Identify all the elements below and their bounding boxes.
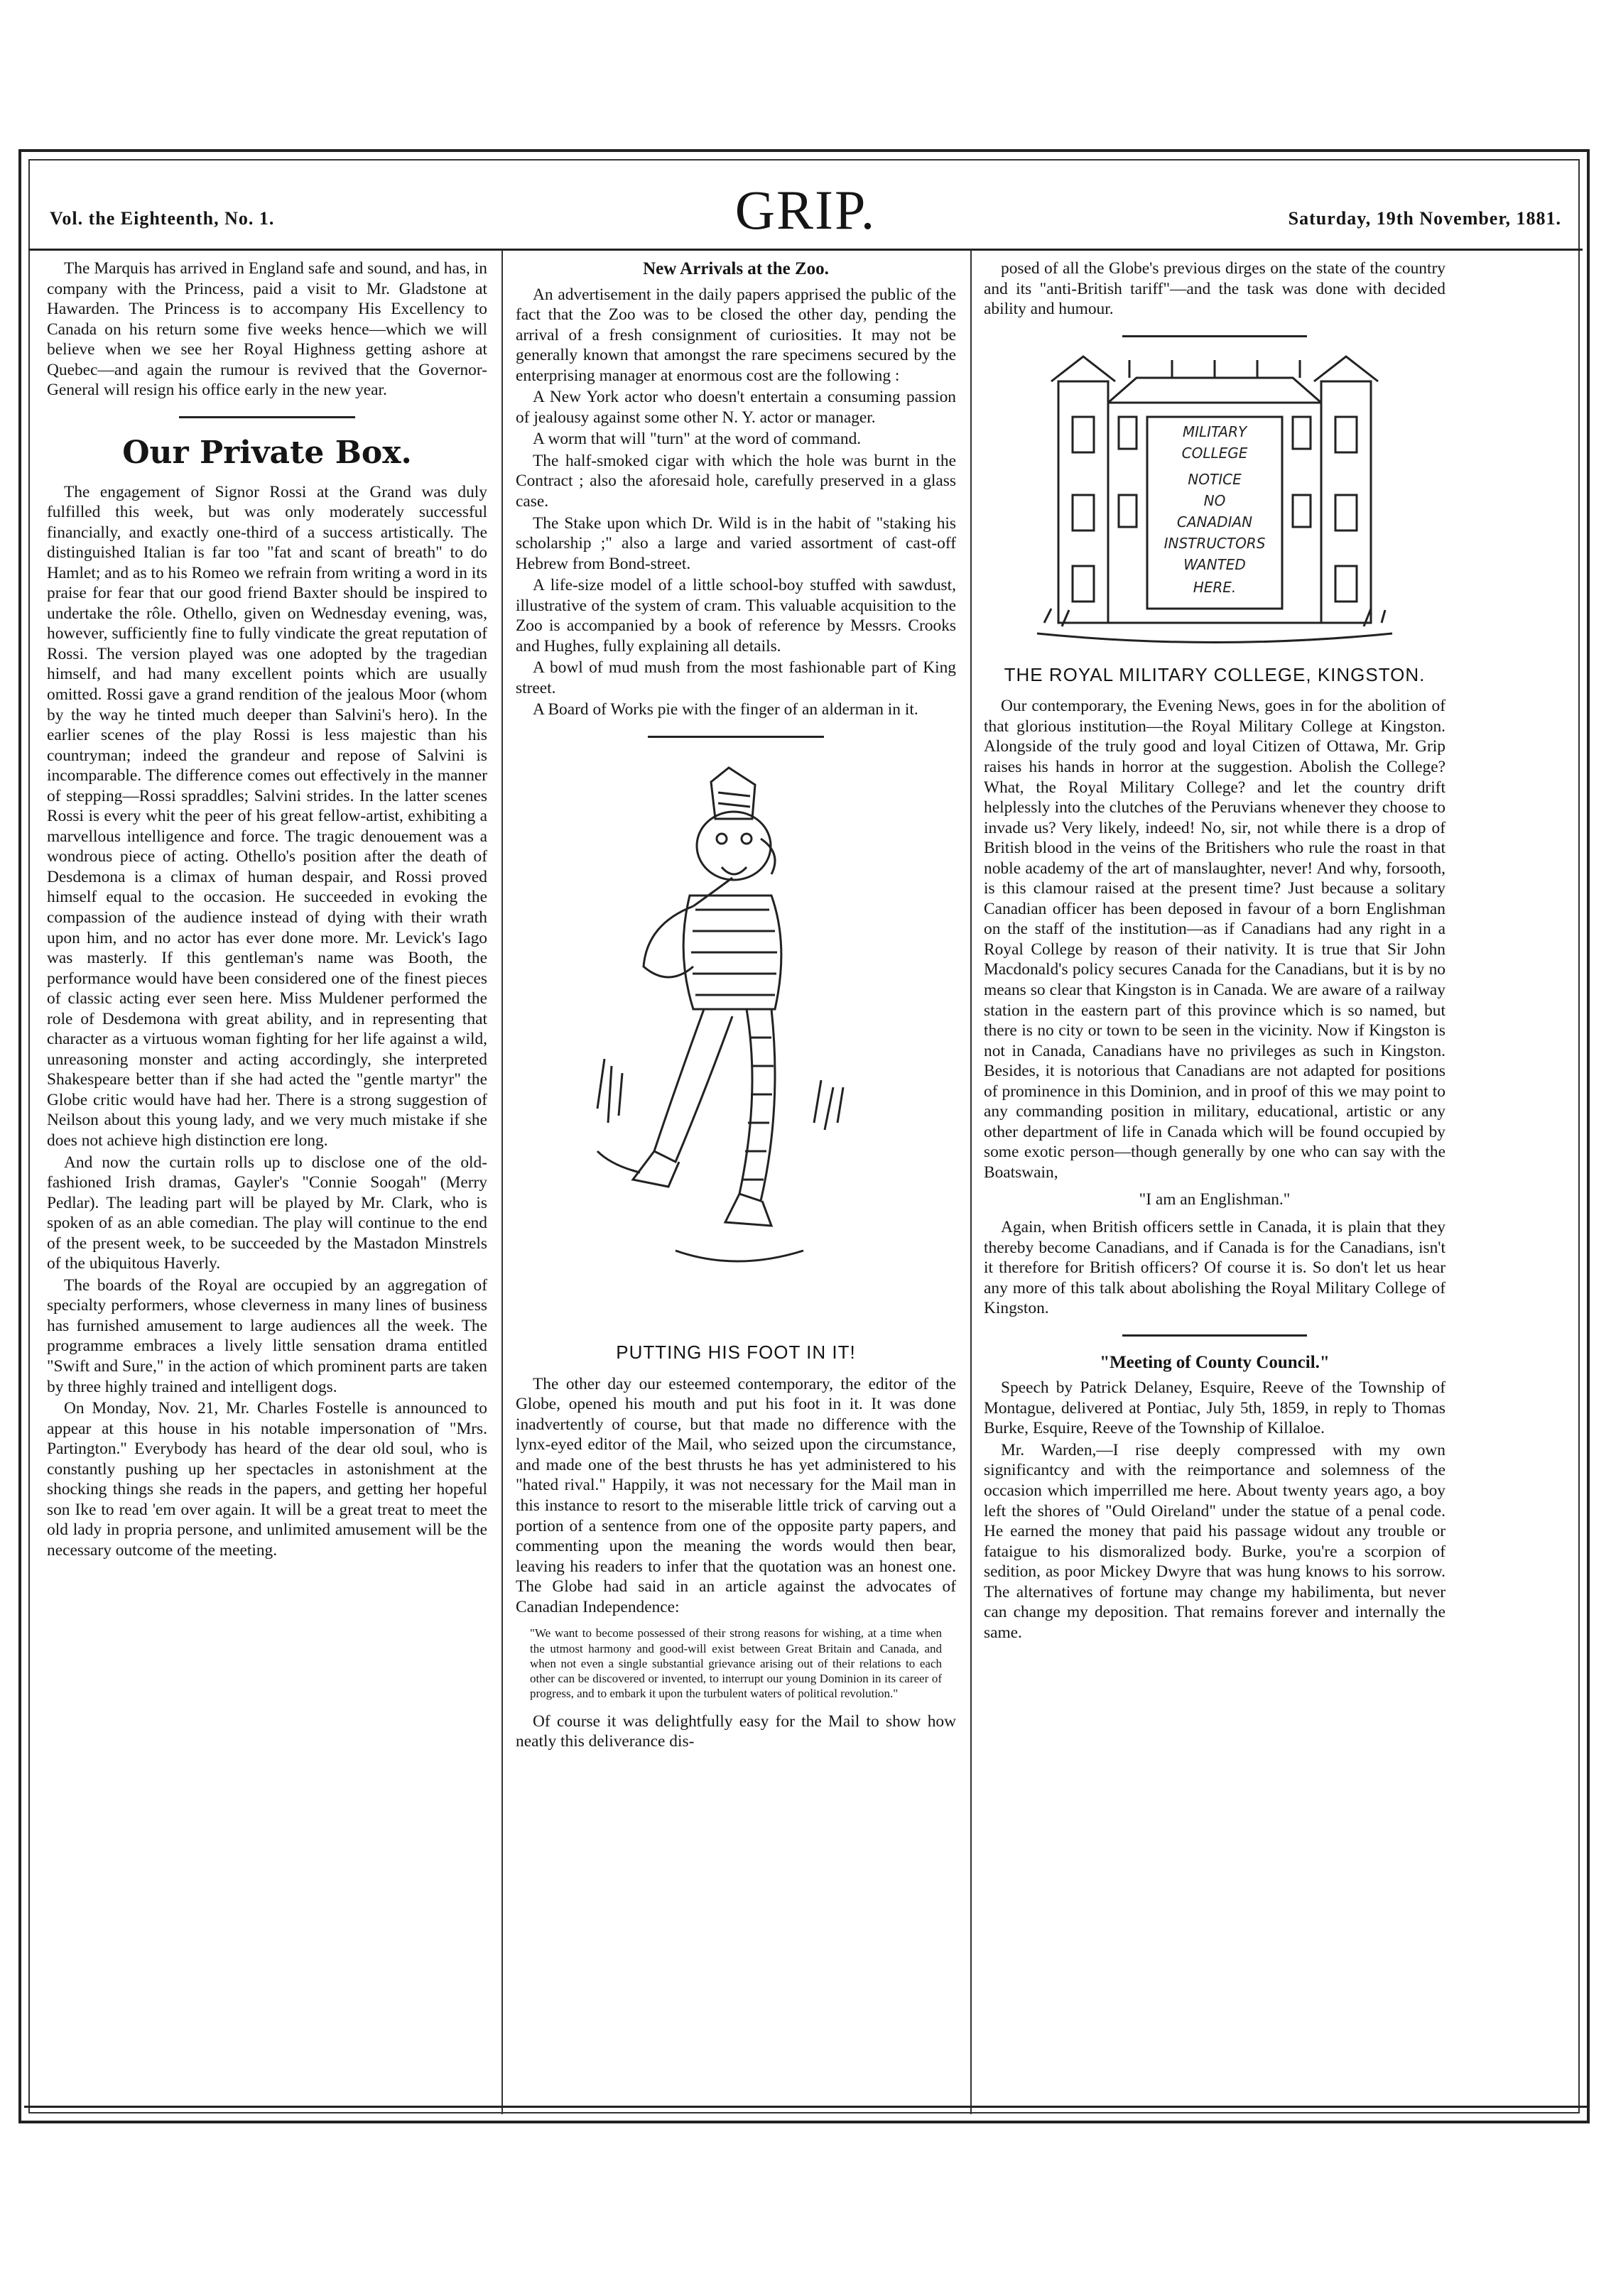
masthead-rule (28, 249, 1583, 251)
bottom-rule (24, 2106, 1587, 2108)
zoo-item: The half-smoked cigar with which the hole was burnt in the Contract ; also the aforesaid hole, carefully preserved in a glass case. (516, 451, 956, 511)
globe-continuation: posed of all the Globe's previous dirges on the state of the country and its "anti-British tariff"—and the task was done with decided ability and humour. (984, 259, 1445, 319)
column-divider (970, 250, 972, 2114)
zoo-item: A life-size model of a little school-boy stuffed with sawdust, illustrative of the system of cram. This valuable acquisition to the Zoo is accompanied by a book of reference by Messrs. Crooks and Hughes, fully explaining all details. (516, 576, 956, 655)
private-box-heading: Our Private Box. (122, 434, 412, 471)
englishman-line: "I am an Englishman." (1139, 1190, 1291, 1209)
partington-paragraph: On Monday, Nov. 21, Mr. Charles Fostelle is announced to appear at this house in his notable impersonation of "Mrs. Partington." Everybody has heard of the dear old soul, who is constantly pushing up her spectacles in astonishment at the shocking things she reads in the papers, and getting her hopeful son Ike to read 'em over again. It will be a great treat to meet the old lady in propria persone, and unlimited amusement will be the necessary outcome of the meeting. (47, 1399, 487, 1560)
zoo-item: A bowl of mud mush from the most fashionable part of King street. (516, 658, 956, 697)
mail-paragraph: Of course it was delightfully easy for the Mail to show how neatly this deliverance dis- (516, 1712, 956, 1751)
sign-line: WANTED (1183, 555, 1246, 573)
column-left (47, 259, 487, 2105)
zoo-item: A Board of Works pie with the finger of an alderman in it. (533, 700, 918, 719)
sign-line: HERE. (1193, 578, 1237, 596)
volume-line: Vol. the Eighteenth, No. 1. (50, 208, 275, 229)
zoo-item: The Stake upon which Dr. Wild is in the habit of "staking his scholarship ;" also a large and varied assortment of cast-off Hebrew from Bond-street. (516, 513, 956, 573)
speech-intro: Speech by Patrick Delaney, Esquire, Reeve of the Township of Montague, delivered at Pontiac, July 5th, 1859, in reply to Thomas Burke, Esquire, Reeve of the Township of Killaloe. (984, 1378, 1445, 1438)
section-rule (1122, 1334, 1307, 1337)
sign-line: NO (1203, 491, 1226, 509)
zoo-heading: New Arrivals at the Zoo. (643, 259, 829, 278)
rossi-review-paragraph: The engagement of Signor Rossi at the Grand was duly fulfilled this week, but was only moderately successful financially, and exactly one-third of a success artistically. The distinguished Italian is far too "fat and scant of breath" to do Hamlet; and as to his Romeo we refrain from writing a word in its praise for fear that our good friend Baxter should be inspired to undertake the rôle. Othello, given on Wednesday evening, was, however, sufficiently fine to fully vindicate the great reputation of Rossi. The version played was one adopted by the tragedian himself, and had many excellent points which are usually omitted. Rossi gave a grand rendition of the jealous Moor (whom by the way he tinted much deeper than Salvini's hero). In the earlier scenes of the play Rossi is less majestic than his countryman; indeed the grandeur and repose of Salvini is incomparable. The difference comes out effectively in the manner of stepping—Rossi spraddles; Salvini strides. In the latter scenes Rossi is every whit the peer of his great fellow-artist, exhibiting a marvellous intelligence and force. The tragic denouement was a wondrous piece of acting. Othello's position after the death of Desdemona is a climax of human despair, and Rossi proved himself equal to the occasion. He succeeded in evoking the compassion of the audience instead of dying with their wrath upon him, and no actor has ever done more. Mr. Levick's Iago was masterly. If this gentleman's name was Booth, the performance would have been considered one of the finest pieces of classic acting ever seen here. Miss Muldener performed the role of Desdemona with great ability, and in representing that character as a virtuous woman fighting for her life against a wild, unreasoning monster and acting accordingly, she interpreted Shakespeare better than if she had acted the "gentle martyr" the Globe critic would have had her. There is a strong suggestion of Neilson about this young lady, and we very much mistake if she does not achieve high distinction ere long. (47, 482, 487, 1150)
college-paragraph: Our contemporary, the Evening News, goes in for the abolition of that glorious institution—the Royal Military College at Kingston. Alongside of the truly good and loyal Citizen of Ottawa, Mr. Grip raises his hands in horror at the suggestion. Abolish the College? What, the Royal Military College? and let the country drift helplessly into the clutches of the Peruvians whenever they choose to invade us? Very likely, indeed! No, sir, not while there is a drop of British blood in the veins of the Britishers who rule the roast in that noble academy of the art of manslaughter, never! And why, forsooth, is this clamour raised at the present time? Just because a solitary Canadian officer has been deposed in favour of a born Englishman on the staff of the institution—as if Canadians had any right in a Royal College by reason of their nativity. It is true that Sir John Macdonald's policy secures Canada for the Canadians, but it is by no means so clear that Kingston is in Canada. We are aware of a railway station in the eastern part of this province which is so named, but there is no city or town to be seen in the vicinity. Now if Kingston is not in Canada, Canadians have no privileges as such in Kingston. Besides, it is notorious that Canadians are not adapted for positions of prominence in this Dominion, and in proof of this we may point to any commanding position in military, educational, artistic or any other department of life in Canada which will be found occupied by some exotic person—though generally by one who can say with the Boatswain, (984, 697, 1445, 1182)
royal-theatre-paragraph: The boards of the Royal are occupied by an aggregation of specialty performers, whose cleverness in many lines of business has furnished amusement to large audiences all the week. The programme embraces a lively little sensation drama entitled "Swift and Sure," in the action of which prominent parts are taken by three highly trained and intelligent dogs. (47, 1275, 487, 1396)
county-council-heading: "Meeting of County Council." (1100, 1352, 1330, 1372)
college-caption: THE ROYAL MILITARY COLLEGE, KINGSTON. (1004, 663, 1426, 685)
column-divider (501, 250, 503, 2114)
column-right (984, 259, 1445, 2105)
marquis-paragraph: The Marquis has arrived in England safe and sound, and has, in company with the Princess, paid a visit to Mr. Gladstone at Hawarden. The Princess is to accompany His Excellency to Canada on his return some five weeks hence—which we will believe when we see her Royal Highness getting ashore at Quebec—and again the rumour is revived that the Governor-General will resign his office early in the new year. (47, 259, 487, 400)
sign-line: NOTICE (1188, 470, 1242, 488)
british-officers-paragraph: Again, when British officers settle in Canada, it is plain that they thereby become Canadians, and if Canada is for the Canadians, isn't it therefore for British officers? Of course it is. So don't let us hear any more of this talk about abolishing the Royal Military College of Kingston. (984, 1218, 1445, 1318)
masthead (43, 174, 1568, 252)
sign-line: CANADIAN (1176, 513, 1253, 531)
sign-line: MILITARY (1182, 423, 1247, 440)
issue-date: Saturday, 19th November, 1881. (1288, 208, 1561, 229)
sign-line: COLLEGE (1181, 444, 1248, 462)
globe-paragraph: The other day our esteemed contemporary, the editor of the Globe, opened his mouth and put his foot in it. It was done inadvertently of course, but that made no difference with the lynx-eyed editor of the Mail, who seized upon the circumstance, and made one of the best thrusts he has yet administered to his "hated rival." Happily, it was not necessary for the Mail man in this instance to resort to the miserable little trick of carving out a portion of a sentence from one of the opposite party papers, and commenting upon the meaning the words would then bear, leaving his readers to infer that the quotation was an honest one. The Globe had said in an article against the advocates of Canadian Independence: (516, 1374, 956, 1616)
zoo-paragraph: An advertisement in the daily papers apprised the public of the fact that the Zoo was to be closed the other day, pending the arrival of a fresh consignment of curiosities. It may not be generally known that amongst the rare specimens secured by the enterprising manager at enormous cost are the following : (516, 285, 956, 385)
sign-line: INSTRUCTORS (1164, 534, 1266, 552)
column-middle (516, 259, 956, 2105)
section-rule (179, 416, 355, 418)
irish-drama-paragraph: And now the curtain rolls up to disclose one of the old-fashioned Irish dramas, Gayler's "Connie Soogah" (Merry Pedlar). The leading part will be played by Mr. Clark, who is spoken of as an able comedian. The play will continue to the end of the present week, to be succeeded by the Mastadon Minstrels of the ubiquitous Haverly. (47, 1153, 487, 1273)
globe-quote: "We want to become possessed of their strong reasons for wishing, at a time when the utmost harmony and good-will exist between Great Britain and Canada, and when not even a single substantial grievance arising out of their relations to each other can be discovered or invented, to interrupt our young Dominion in its career of progress, and to embark it upon the turbulent waters of political revolution." (530, 1626, 942, 1701)
section-rule (1122, 335, 1307, 337)
speech-paragraph: Mr. Warden,—I rise deeply compressed with my own significantcy and with the reimportance and solemness of the occasion which imperrilled me here. About twenty years ago, a boy left the shores of "Ould Oireland" under the statue of a penal code. He earned the money that paid his passage widout any trouble or fataigue to his dismoralized body. Burke, you're a scorpion of sedition, as poor Mickey Dwyre that was hung knows to his sorrow. The alternatives of fortune may change my habilimenta, but never can change my deposition. That remains forever and internally the same. (984, 1440, 1445, 1642)
zoo-item: A New York actor who doesn't entertain a consuming passion of jealousy against some other N. Y. actor or manager. (516, 388, 956, 427)
military-college-illustration (1030, 353, 1399, 658)
cartoon-man-illustration (569, 753, 903, 1336)
cartoon-caption: PUTTING HIS FOOT IN IT! (616, 1341, 856, 1363)
zoo-item: A worm that will "turn" at the word of command. (533, 430, 862, 449)
section-rule (648, 736, 824, 738)
masthead-title: GRIP. (734, 179, 877, 241)
